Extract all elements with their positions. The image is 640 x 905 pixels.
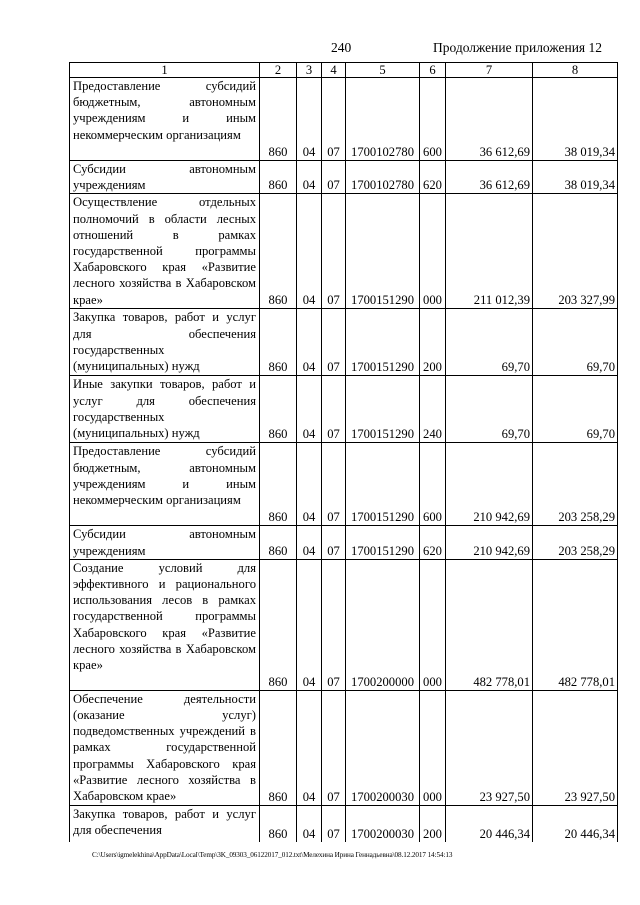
amount-year1-cell: 211 012,39 [446, 194, 533, 309]
table-row [70, 443, 618, 526]
expense-type-cell: 000 [420, 559, 446, 690]
row-name-cell: Обеспечение деятельности (оказание услуг) подведомственных учреждений в рамках государственной программы Хабаровского края «Развитие лесного хозяйства в Хабаровском крае» [70, 690, 260, 805]
table-row [70, 376, 618, 443]
column-header: 4 [322, 63, 346, 78]
file-path-footer: C:\Users\igmelekhina\AppData\Local\Temp\3K_09303_06122017_012.txt\Мелехина Ирина Геннадьевна\08.12.2017 14:54:13 [92, 851, 453, 859]
table-row [70, 690, 618, 805]
section-code-cell: 04 [297, 690, 322, 805]
section-code-cell: 04 [297, 309, 322, 376]
row-name-cell: Закупка товаров, работ и услуг для обеспечения [70, 805, 260, 842]
ved-code-cell: 860 [260, 690, 297, 805]
table-row [70, 526, 618, 559]
row-name-cell: Закупка товаров, работ и услуг для обеспечения государственных (муниципальных) нужд [70, 309, 260, 376]
column-header: 3 [297, 63, 322, 78]
amount-year1-cell: 482 778,01 [446, 559, 533, 690]
amount-year1-cell: 210 942,69 [446, 443, 533, 526]
section-code-cell: 04 [297, 161, 322, 194]
row-name-cell: Иные закупки товаров, работ и услуг для обеспечения государственных (муниципальных) нужд [70, 376, 260, 443]
target-article-cell: 1700200000 [346, 559, 420, 690]
column-header: 6 [420, 63, 446, 78]
row-name-cell: Субсидии автономным учреждениям [70, 161, 260, 194]
table-header-row [70, 63, 618, 78]
expense-type-cell: 600 [420, 443, 446, 526]
column-header: 7 [446, 63, 533, 78]
table-row [70, 309, 618, 376]
section-code-cell: 04 [297, 194, 322, 309]
continuation-title: Продолжение приложения 12 [433, 40, 603, 55]
subsection-code-cell: 07 [322, 309, 346, 376]
column-header: 5 [346, 63, 420, 78]
ved-code-cell: 860 [260, 443, 297, 526]
amount-year2-cell: 38 019,34 [533, 78, 618, 161]
row-name-cell: Создание условий для эффективного и рационального использования лесов в рамках государственной программы Хабаровского края «Развитие лесного хозяйства в Хабаровском крае» [70, 559, 260, 690]
expense-type-cell: 240 [420, 376, 446, 443]
amount-year2-cell: 203 258,29 [533, 526, 618, 559]
section-code-cell: 04 [297, 526, 322, 559]
amount-year1-cell: 69,70 [446, 309, 533, 376]
section-code-cell: 04 [297, 805, 322, 842]
amount-year1-cell: 69,70 [446, 376, 533, 443]
row-name-cell: Субсидии автономным учреждениям [70, 526, 260, 559]
budget-table [69, 62, 618, 842]
subsection-code-cell: 07 [322, 526, 346, 559]
table-row [70, 559, 618, 690]
target-article-cell: 1700151290 [346, 309, 420, 376]
section-code-cell: 04 [297, 559, 322, 690]
amount-year1-cell: 23 927,50 [446, 690, 533, 805]
ved-code-cell: 860 [260, 376, 297, 443]
table-row [70, 78, 618, 161]
ved-code-cell: 860 [260, 309, 297, 376]
target-article-cell: 1700151290 [346, 443, 420, 526]
amount-year1-cell: 36 612,69 [446, 78, 533, 161]
target-article-cell: 1700102780 [346, 161, 420, 194]
expense-type-cell: 200 [420, 309, 446, 376]
subsection-code-cell: 07 [322, 161, 346, 194]
target-article-cell: 1700200030 [346, 805, 420, 842]
column-header: 8 [533, 63, 618, 78]
amount-year2-cell: 203 258,29 [533, 443, 618, 526]
ved-code-cell: 860 [260, 805, 297, 842]
table-row [70, 805, 618, 842]
expense-type-cell: 000 [420, 690, 446, 805]
row-name-cell: Предоставление субсидий бюджетным, автономным учреждениям и иным некоммерческим организациям [70, 443, 260, 526]
amount-year2-cell: 23 927,50 [533, 690, 618, 805]
section-code-cell: 04 [297, 78, 322, 161]
row-name-cell: Осуществление отдельных полномочий в области лесных отношений в рамках государственной программы Хабаровского края «Развитие лесного хозяйства в Хабаровском крае» [70, 194, 260, 309]
target-article-cell: 1700102780 [346, 78, 420, 161]
section-code-cell: 04 [297, 376, 322, 443]
subsection-code-cell: 07 [322, 443, 346, 526]
row-name-cell: Предоставление субсидий бюджетным, автономным учреждениям и иным некоммерческим организациям [70, 78, 260, 161]
expense-type-cell: 200 [420, 805, 446, 842]
amount-year2-cell: 203 327,99 [533, 194, 618, 309]
column-header: 1 [70, 63, 260, 78]
ved-code-cell: 860 [260, 526, 297, 559]
section-code-cell: 04 [297, 443, 322, 526]
target-article-cell: 1700151290 [346, 194, 420, 309]
expense-type-cell: 000 [420, 194, 446, 309]
subsection-code-cell: 07 [322, 194, 346, 309]
amount-year2-cell: 20 446,34 [533, 805, 618, 842]
ved-code-cell: 860 [260, 161, 297, 194]
page-number: 240 [331, 40, 352, 55]
subsection-code-cell: 07 [322, 376, 346, 443]
amount-year2-cell: 38 019,34 [533, 161, 618, 194]
ved-code-cell: 860 [260, 559, 297, 690]
amount-year2-cell: 69,70 [533, 309, 618, 376]
target-article-cell: 1700200030 [346, 690, 420, 805]
expense-type-cell: 620 [420, 526, 446, 559]
table-row [70, 194, 618, 309]
expense-type-cell: 600 [420, 78, 446, 161]
subsection-code-cell: 07 [322, 78, 346, 161]
amount-year1-cell: 210 942,69 [446, 526, 533, 559]
subsection-code-cell: 07 [322, 690, 346, 805]
ved-code-cell: 860 [260, 78, 297, 161]
column-header: 2 [260, 63, 297, 78]
amount-year2-cell: 482 778,01 [533, 559, 618, 690]
amount-year2-cell: 69,70 [533, 376, 618, 443]
subsection-code-cell: 07 [322, 559, 346, 690]
target-article-cell: 1700151290 [346, 526, 420, 559]
table-row [70, 161, 618, 194]
subsection-code-cell: 07 [322, 805, 346, 842]
expense-type-cell: 620 [420, 161, 446, 194]
amount-year1-cell: 20 446,34 [446, 805, 533, 842]
target-article-cell: 1700151290 [346, 376, 420, 443]
amount-year1-cell: 36 612,69 [446, 161, 533, 194]
ved-code-cell: 860 [260, 194, 297, 309]
